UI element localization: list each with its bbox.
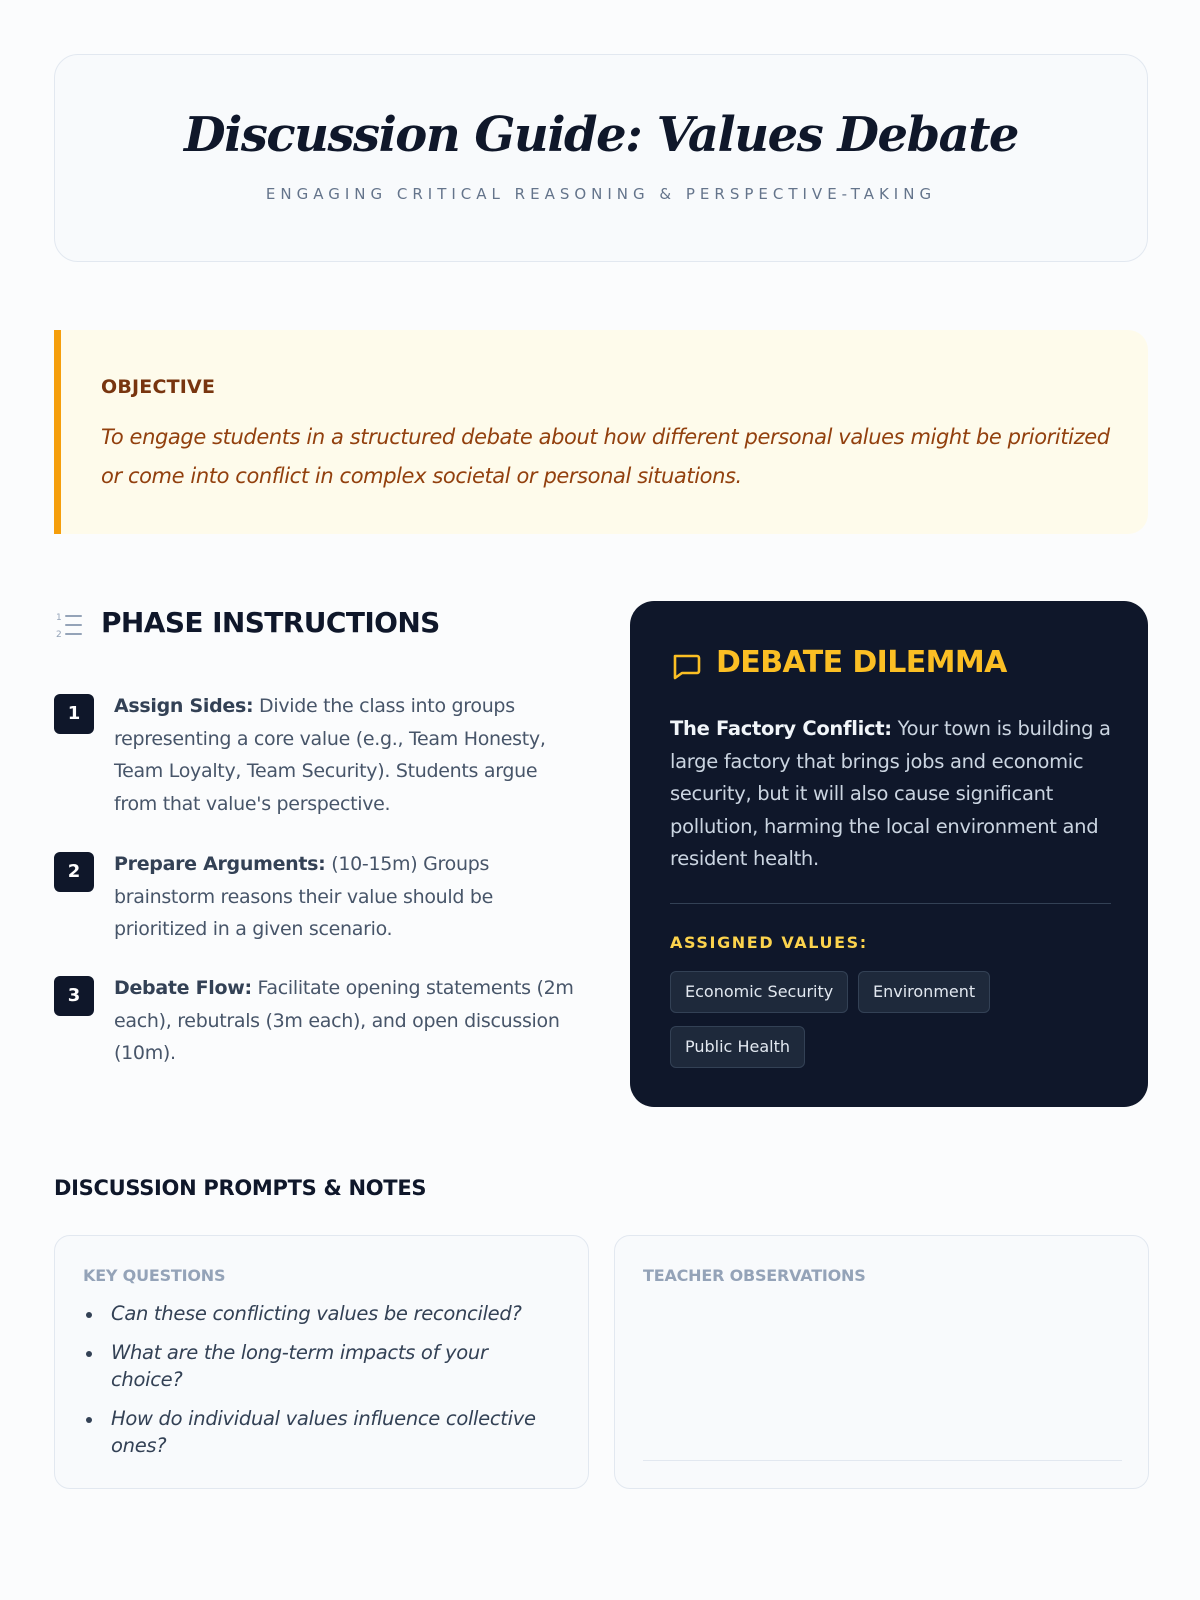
teacher-observations-card[interactable] xyxy=(614,1235,1149,1489)
dilemma-header xyxy=(670,645,1110,685)
writing-line xyxy=(643,1460,1122,1461)
dilemma-scenario xyxy=(670,713,1114,876)
step-text xyxy=(114,690,584,820)
dilemma-title: DEBATE DILEMMA xyxy=(716,645,1007,680)
question-item: What are the long-term impacts of your choice? xyxy=(83,1339,553,1393)
notes-section-title: DISCUSSION PROMPTS & NOTES xyxy=(54,1176,427,1200)
svg-text:2: 2 xyxy=(56,630,62,640)
phase-instructions-header xyxy=(54,604,574,644)
value-tag: Economic Security xyxy=(670,971,848,1013)
chat-bubble-icon xyxy=(670,650,702,682)
step-title: Debate Flow: xyxy=(114,977,252,999)
step-number: 1 xyxy=(54,694,94,734)
page-subtitle: ENGAGING CRITICAL REASONING & PERSPECTIVE-TAKING xyxy=(265,185,937,203)
value-tag: Public Health xyxy=(670,1026,805,1068)
step-description: (10-15m) Groups brainstorm reasons their value should be prioritized in a given scenario. xyxy=(114,853,494,940)
question-item: How do individual values influence collective ones? xyxy=(83,1405,553,1459)
value-tag: Environment xyxy=(858,971,990,1013)
step-number: 2 xyxy=(54,852,94,892)
numbered-list-icon xyxy=(54,610,84,640)
step-text xyxy=(114,972,584,1070)
question-list xyxy=(83,1300,553,1471)
objective-label: OBJECTIVE xyxy=(101,376,216,398)
phase-step xyxy=(54,690,584,820)
step-title: Assign Sides: xyxy=(114,695,254,717)
divider xyxy=(670,903,1111,904)
page-title: Discussion Guide: Values Debate xyxy=(184,107,1018,163)
phase-instructions-title: PHASE INSTRUCTIONS xyxy=(101,606,440,639)
scenario-title: The Factory Conflict: xyxy=(670,717,892,740)
question-item: Can these conflicting values be reconciled? xyxy=(83,1300,553,1327)
scenario-text: Your town is building a large factory that brings jobs and economic security, but it will also cause significant pollution, harming the local environment and resident health. xyxy=(670,717,1111,870)
objective-text: To engage students in a structured debate about how different personal values might be prioritized or come into conflict in complex societal or personal situations. xyxy=(101,425,1110,488)
header-card xyxy=(54,54,1148,262)
objective-callout xyxy=(54,330,1148,534)
teacher-observations-label: TEACHER OBSERVATIONS xyxy=(643,1266,866,1285)
phase-step xyxy=(54,848,584,948)
svg-text:1: 1 xyxy=(56,613,62,623)
step-number: 3 xyxy=(54,976,94,1016)
debate-dilemma-card xyxy=(630,601,1148,1107)
key-questions-card xyxy=(54,1235,589,1489)
key-questions-label: KEY QUESTIONS xyxy=(83,1266,226,1285)
assigned-values-label: ASSIGNED VALUES: xyxy=(670,933,868,952)
step-text xyxy=(114,848,584,946)
step-title: Prepare Arguments: xyxy=(114,853,326,875)
step-description: Facilitate opening statements (2m each), rebutrals (3m each), and open discussion (10m). xyxy=(114,977,574,1064)
phase-step xyxy=(54,972,584,1072)
step-description: Divide the class into groups representing a core value (e.g., Team Honesty, Team Loyalty, Team Security). Students argue from that value's perspective. xyxy=(114,695,546,815)
